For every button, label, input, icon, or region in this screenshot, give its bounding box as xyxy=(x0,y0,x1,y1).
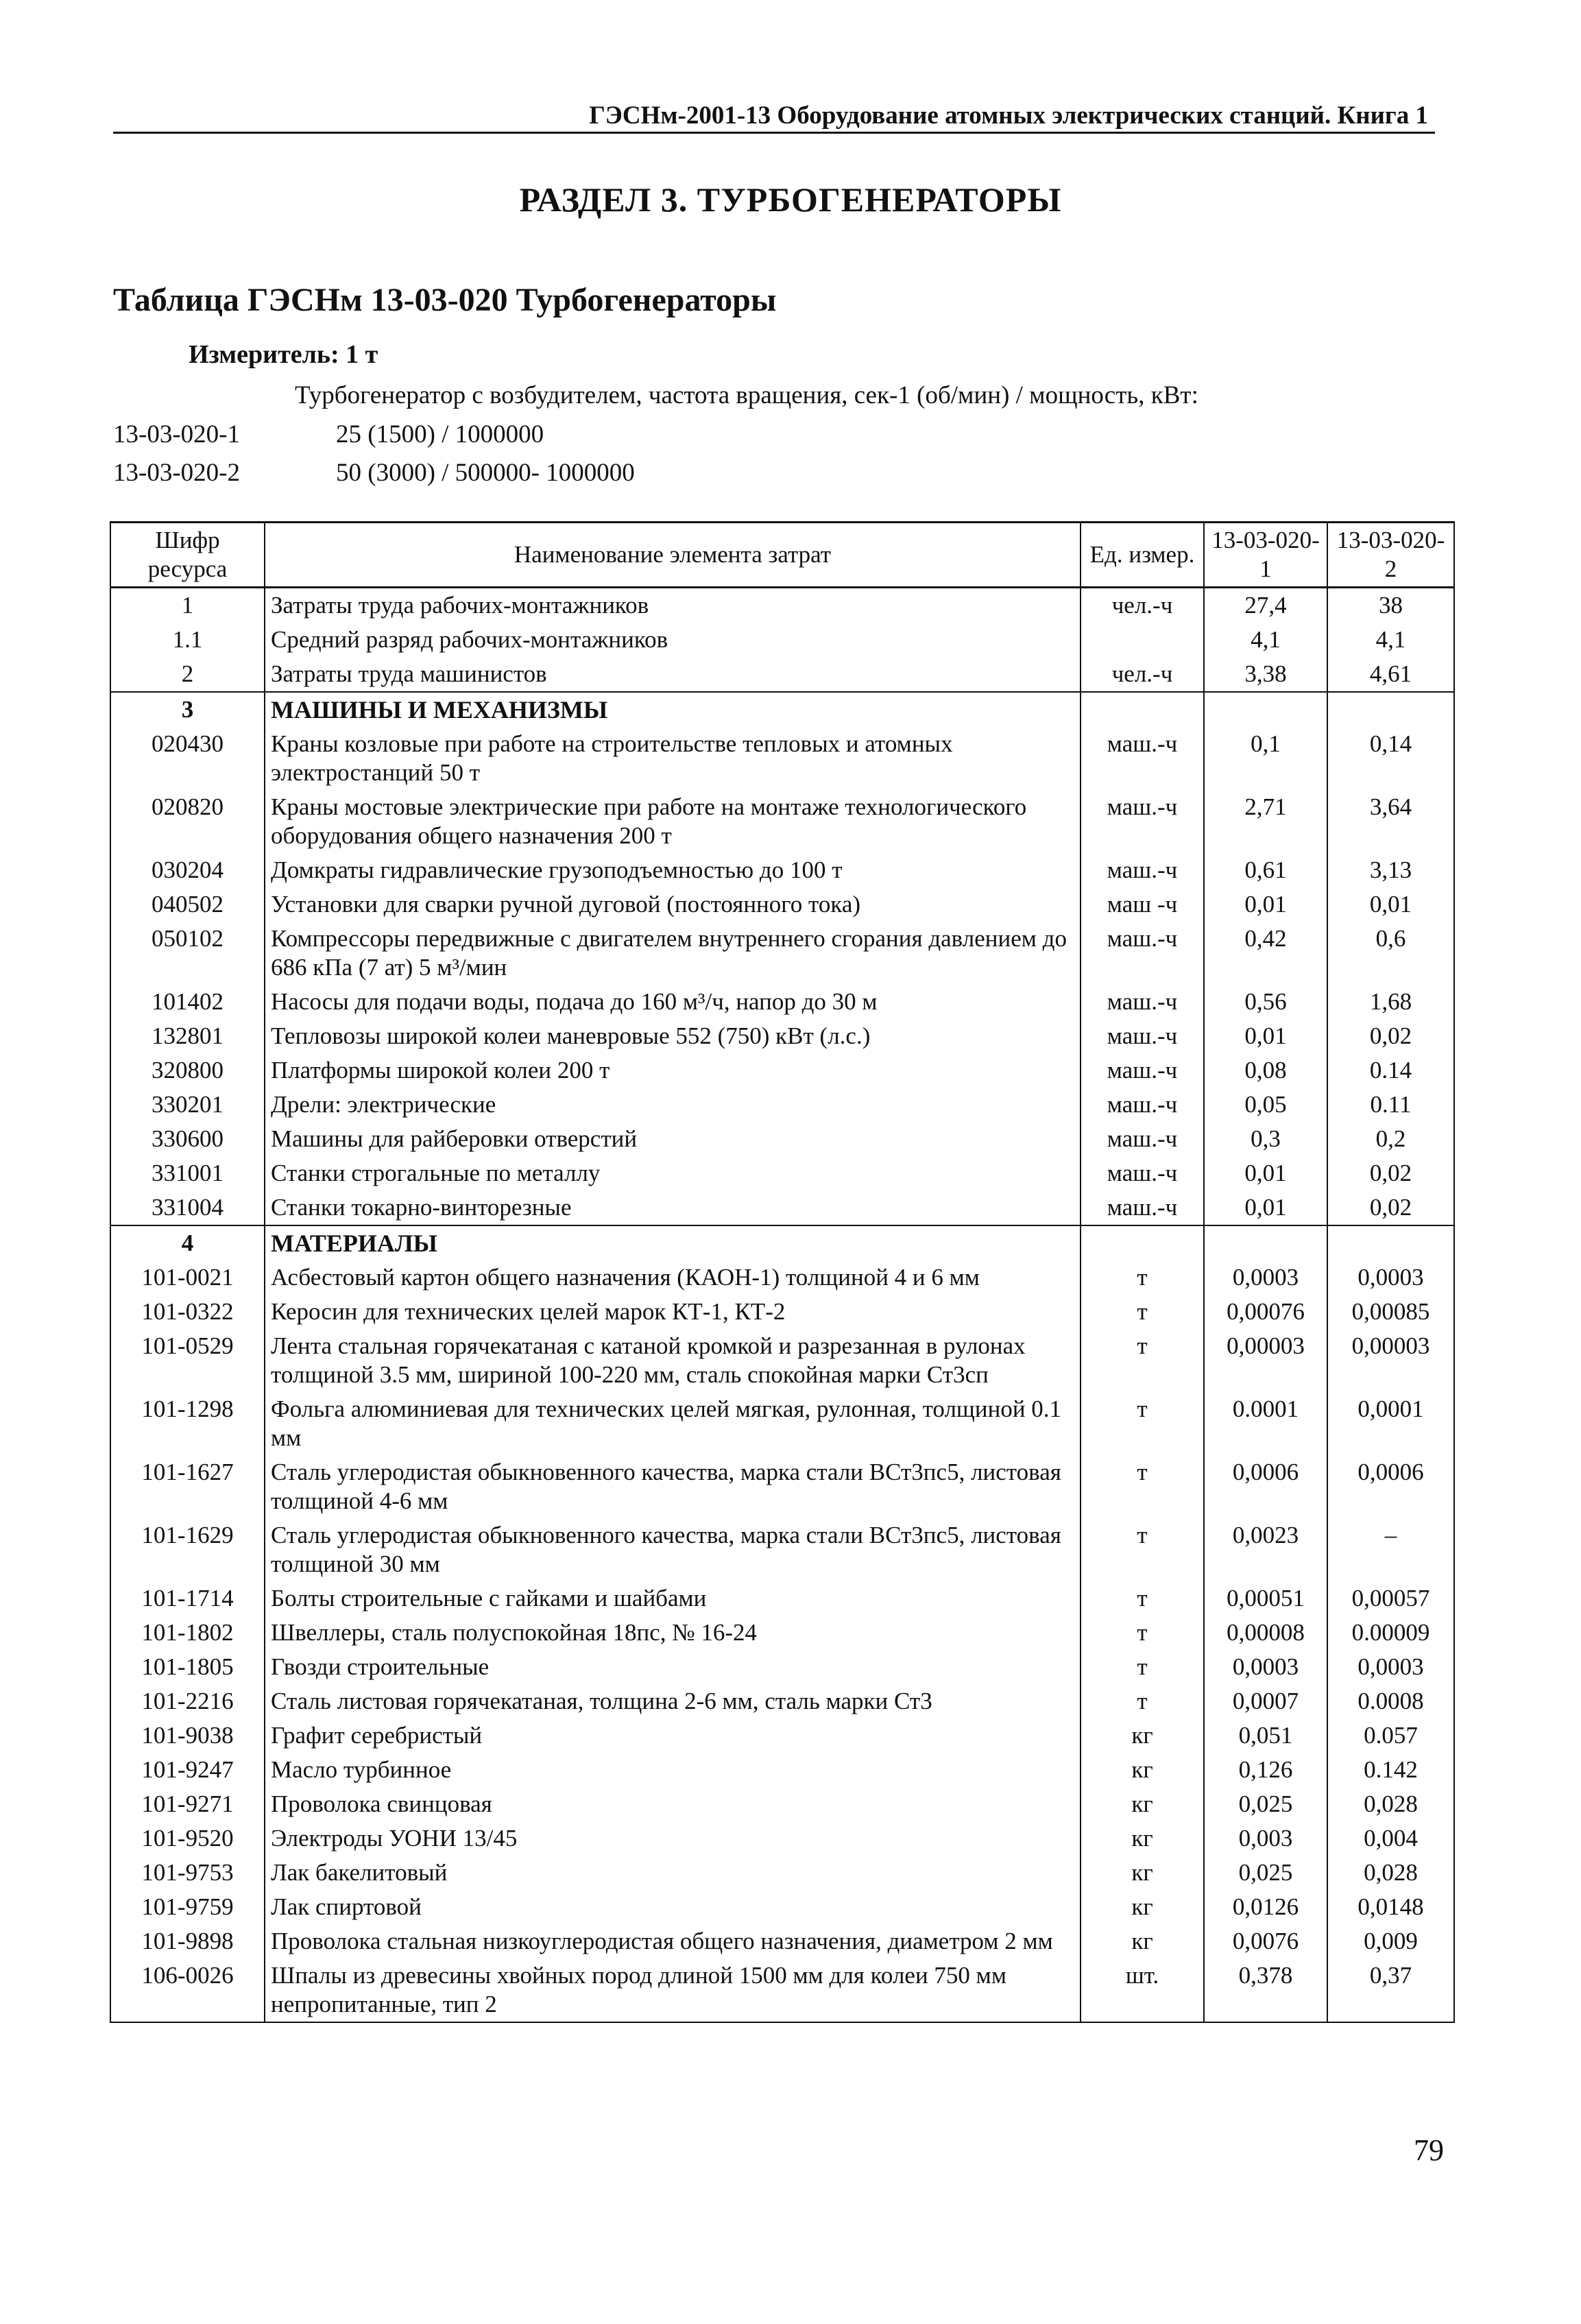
cell-variant-2: 0,028 xyxy=(1327,1856,1454,1890)
table-row xyxy=(110,1295,1454,1329)
cell-unit: маш.-ч xyxy=(1081,727,1204,790)
cell-variant-1: 0,0007 xyxy=(1204,1684,1327,1718)
cell-variant-2: 0,02 xyxy=(1327,1156,1454,1190)
cell-name: Краны козловые при работе на строительстве тепловых и атомных электростанций 50 т xyxy=(265,727,1081,790)
cell-variant-1: 0,025 xyxy=(1204,1787,1327,1821)
cell-name: Станки строгальные по металлу xyxy=(265,1156,1081,1190)
table-description: Турбогенератор с возбудителем, частота вращения, сек-1 (об/мин) / мощность, кВт: xyxy=(295,381,1198,409)
cell-unit xyxy=(1081,692,1204,727)
cell-variant-2: 0,02 xyxy=(1327,1190,1454,1225)
cell-variant-2: 0,028 xyxy=(1327,1787,1454,1821)
cell-name: Проволока стальная низкоуглеродистая общего назначения, диаметром 2 мм xyxy=(265,1924,1081,1958)
cell-variant-2: 0,37 xyxy=(1327,1958,1454,2022)
cell-unit: маш.-ч xyxy=(1081,1122,1204,1156)
cell-variant-2: 38 xyxy=(1327,588,1454,623)
cell-variant-2: 3,64 xyxy=(1327,790,1454,853)
cell-code: 101-1629 xyxy=(110,1518,265,1581)
cell-unit: кг xyxy=(1081,1821,1204,1856)
cell-unit: кг xyxy=(1081,1753,1204,1787)
cell-variant-1: 0,00008 xyxy=(1204,1616,1327,1650)
cell-name: Станки токарно-винторезные xyxy=(265,1190,1081,1225)
cell-code: 040502 xyxy=(110,887,265,922)
cell-unit: маш -ч xyxy=(1081,887,1204,922)
col-header-code: Шифр ресурса xyxy=(110,523,265,588)
variant-text: 25 (1500) / 1000000 xyxy=(336,420,544,448)
table-row xyxy=(110,1718,1454,1753)
table-row xyxy=(110,1122,1454,1156)
cell-variant-2: – xyxy=(1327,1518,1454,1581)
cell-unit xyxy=(1081,623,1204,657)
cell-name: Сталь углеродистая обыкновенного качества, марка стали ВСт3пс5, листовая толщиной 30 мм xyxy=(265,1518,1081,1581)
cell-name: Швеллеры, сталь полуспокойная 18пс, № 16-24 xyxy=(265,1616,1081,1650)
cell-variant-1: 0,0126 xyxy=(1204,1890,1327,1924)
cell-variant-2 xyxy=(1327,692,1454,727)
cell-unit: т xyxy=(1081,1650,1204,1684)
cell-variant-1: 0,0076 xyxy=(1204,1924,1327,1958)
cell-code: 330201 xyxy=(110,1088,265,1122)
cell-code: 1 xyxy=(110,588,265,623)
table-row xyxy=(110,1088,1454,1122)
table-row xyxy=(110,1581,1454,1616)
cell-variant-2: 0,00057 xyxy=(1327,1581,1454,1616)
cell-unit: т xyxy=(1081,1684,1204,1718)
cell-variant-2: 0.11 xyxy=(1327,1088,1454,1122)
cell-name: Платформы широкой колеи 200 т xyxy=(265,1053,1081,1088)
cell-variant-1: 0,56 xyxy=(1204,985,1327,1019)
cell-name: Затраты труда машинистов xyxy=(265,657,1081,692)
cell-code: 101-9753 xyxy=(110,1856,265,1890)
table-row xyxy=(110,1924,1454,1958)
page-number: 79 xyxy=(1414,2133,1444,2167)
table-row xyxy=(110,1684,1454,1718)
cell-variant-2: 0,0148 xyxy=(1327,1890,1454,1924)
variant-code: 13-03-020-1 xyxy=(113,420,240,448)
table-row xyxy=(110,623,1454,657)
cell-name: Керосин для технических целей марок КТ-1, КТ-2 xyxy=(265,1295,1081,1329)
cell-unit: т xyxy=(1081,1518,1204,1581)
cell-variant-2: 4,1 xyxy=(1327,623,1454,657)
cell-variant-1: 0,01 xyxy=(1204,1156,1327,1190)
cell-variant-2: 0.057 xyxy=(1327,1718,1454,1753)
table-row xyxy=(110,1787,1454,1821)
cell-variant-1: 3,38 xyxy=(1204,657,1327,692)
cell-code: 101-1627 xyxy=(110,1455,265,1518)
cell-name: МАШИНЫ И МЕХАНИЗМЫ xyxy=(265,692,1081,727)
cell-unit: кг xyxy=(1081,1787,1204,1821)
cell-code: 101-9247 xyxy=(110,1753,265,1787)
cell-code: 101-0021 xyxy=(110,1260,265,1295)
cell-unit: кг xyxy=(1081,1890,1204,1924)
cell-variant-2: 0,6 xyxy=(1327,922,1454,985)
cell-variant-2: 0.142 xyxy=(1327,1753,1454,1787)
table-row xyxy=(110,727,1454,790)
cell-code: 101-1298 xyxy=(110,1392,265,1455)
cell-unit: маш.-ч xyxy=(1081,1019,1204,1053)
table-row xyxy=(110,1890,1454,1924)
cell-variant-2: 0,2 xyxy=(1327,1122,1454,1156)
cell-code: 101-0322 xyxy=(110,1295,265,1329)
table-row xyxy=(110,1329,1454,1392)
cell-variant-1: 0,126 xyxy=(1204,1753,1327,1787)
cell-name: Графит серебристый xyxy=(265,1718,1081,1753)
cell-code: 020820 xyxy=(110,790,265,853)
cell-code: 101-9520 xyxy=(110,1821,265,1856)
cell-variant-2: 0,0006 xyxy=(1327,1455,1454,1518)
cell-unit: т xyxy=(1081,1329,1204,1392)
cell-code: 101-9759 xyxy=(110,1890,265,1924)
cell-name: Домкраты гидравлические грузоподъемностью до 100 т xyxy=(265,853,1081,887)
cell-variant-1: 0,05 xyxy=(1204,1088,1327,1122)
table-row xyxy=(110,1225,1454,1260)
cell-unit: шт. xyxy=(1081,1958,1204,2022)
table-row xyxy=(110,1856,1454,1890)
cell-name: Насосы для подачи воды, подача до 160 м³/ч, напор до 30 м xyxy=(265,985,1081,1019)
table-row xyxy=(110,985,1454,1019)
cell-code: 030204 xyxy=(110,853,265,887)
norms-table xyxy=(110,521,1455,2023)
table-row xyxy=(110,1616,1454,1650)
cell-code: 101-0529 xyxy=(110,1329,265,1392)
cell-variant-1: 0,1 xyxy=(1204,727,1327,790)
cell-name: Асбестовый картон общего назначения (КАОН-1) толщиной 4 и 6 мм xyxy=(265,1260,1081,1295)
col-header-variant-1: 13-03-020-1 xyxy=(1204,523,1327,588)
cell-variant-2: 0,02 xyxy=(1327,1019,1454,1053)
cell-code: 101-1802 xyxy=(110,1616,265,1650)
cell-variant-1: 0,08 xyxy=(1204,1053,1327,1088)
table-row xyxy=(110,657,1454,692)
cell-variant-1: 0,051 xyxy=(1204,1718,1327,1753)
cell-variant-2: 0,0003 xyxy=(1327,1260,1454,1295)
cell-variant-2: 4,61 xyxy=(1327,657,1454,692)
cell-variant-1: 27,4 xyxy=(1204,588,1327,623)
cell-unit: кг xyxy=(1081,1856,1204,1890)
table-row xyxy=(110,1156,1454,1190)
cell-code: 101-1805 xyxy=(110,1650,265,1684)
cell-name: Краны мостовые электрические при работе на монтаже технологического оборудования общего назначения 200 т xyxy=(265,790,1081,853)
cell-variant-1: 0,42 xyxy=(1204,922,1327,985)
cell-code: 132801 xyxy=(110,1019,265,1053)
cell-name: Тепловозы широкой колеи маневровые 552 (750) кВт (л.с.) xyxy=(265,1019,1081,1053)
running-header xyxy=(113,88,1435,134)
variant-text: 50 (3000) / 500000- 1000000 xyxy=(336,459,635,487)
table-row xyxy=(110,887,1454,922)
cell-unit: чел.-ч xyxy=(1081,588,1204,623)
cell-variant-2: 0,00003 xyxy=(1327,1329,1454,1392)
cell-variant-2: 0,00085 xyxy=(1327,1295,1454,1329)
cell-variant-1 xyxy=(1204,692,1327,727)
cell-unit: маш.-ч xyxy=(1081,985,1204,1019)
cell-variant-2: 0,009 xyxy=(1327,1924,1454,1958)
table-row xyxy=(110,1019,1454,1053)
cell-variant-2: 0,004 xyxy=(1327,1821,1454,1856)
cell-code: 020430 xyxy=(110,727,265,790)
cell-code: 101-9898 xyxy=(110,1924,265,1958)
cell-unit: маш.-ч xyxy=(1081,1156,1204,1190)
table-title: Таблица ГЭСНм 13-03-020 Турбогенераторы xyxy=(113,282,777,318)
cell-unit: кг xyxy=(1081,1718,1204,1753)
cell-variant-1: 0,003 xyxy=(1204,1821,1327,1856)
cell-variant-1: 4,1 xyxy=(1204,623,1327,657)
cell-name: Шпалы из древесины хвойных пород длиной 1500 мм для колеи 750 мм непропитанные, тип 2 xyxy=(265,1958,1081,2022)
cell-unit: маш.-ч xyxy=(1081,1190,1204,1225)
cell-unit: т xyxy=(1081,1581,1204,1616)
table-row xyxy=(110,1392,1454,1455)
table-row xyxy=(110,1650,1454,1684)
table-row xyxy=(110,692,1454,727)
col-header-variant-2: 13-03-020-2 xyxy=(1327,523,1454,588)
cell-name: Дрели: электрические xyxy=(265,1088,1081,1122)
cell-code: 4 xyxy=(110,1225,265,1260)
table-row xyxy=(110,853,1454,887)
cell-variant-2: 0,0003 xyxy=(1327,1650,1454,1684)
cell-name: Сталь листовая горячекатаная, толщина 2-6 мм, сталь марки Ст3 xyxy=(265,1684,1081,1718)
cell-name: Затраты труда рабочих-монтажников xyxy=(265,588,1081,623)
table-row xyxy=(110,1753,1454,1787)
cell-variant-2: 0.0008 xyxy=(1327,1684,1454,1718)
table-header-row xyxy=(110,523,1454,588)
cell-name: Проволока свинцовая xyxy=(265,1787,1081,1821)
cell-variant-1 xyxy=(1204,1225,1327,1260)
cell-variant-1: 0,0006 xyxy=(1204,1455,1327,1518)
cell-name: Лак бакелитовый xyxy=(265,1856,1081,1890)
cell-name: Фольга алюминиевая для технических целей мягкая, рулонная, толщиной 0.1 мм xyxy=(265,1392,1081,1455)
cell-name: Машины для райберовки отверстий xyxy=(265,1122,1081,1156)
cell-code: 3 xyxy=(110,692,265,727)
cell-name: Установки для сварки ручной дуговой (постоянного тока) xyxy=(265,887,1081,922)
cell-variant-1: 0,00076 xyxy=(1204,1295,1327,1329)
cell-unit: маш.-ч xyxy=(1081,922,1204,985)
cell-code: 330600 xyxy=(110,1122,265,1156)
cell-variant-2: 0.00009 xyxy=(1327,1616,1454,1650)
cell-name: Электроды УОНИ 13/45 xyxy=(265,1821,1081,1856)
cell-unit: т xyxy=(1081,1455,1204,1518)
cell-name: Лак спиртовой xyxy=(265,1890,1081,1924)
cell-code: 331004 xyxy=(110,1190,265,1225)
cell-variant-1: 0,025 xyxy=(1204,1856,1327,1890)
cell-variant-1: 0.0001 xyxy=(1204,1392,1327,1455)
cell-unit: маш.-ч xyxy=(1081,853,1204,887)
cell-unit: маш.-ч xyxy=(1081,790,1204,853)
cell-name: МАТЕРИАЛЫ xyxy=(265,1225,1081,1260)
cell-code: 101-9038 xyxy=(110,1718,265,1753)
cell-name: Средний разряд рабочих-монтажников xyxy=(265,623,1081,657)
cell-unit: маш.-ч xyxy=(1081,1088,1204,1122)
cell-unit: т xyxy=(1081,1260,1204,1295)
cell-code: 2 xyxy=(110,657,265,692)
table-row xyxy=(110,1053,1454,1088)
table-row xyxy=(110,1958,1454,2022)
cell-code: 101-1714 xyxy=(110,1581,265,1616)
cell-variant-2: 0,14 xyxy=(1327,727,1454,790)
cell-variant-1: 0,3 xyxy=(1204,1122,1327,1156)
cell-variant-1: 0,00003 xyxy=(1204,1329,1327,1392)
table-row xyxy=(110,1518,1454,1581)
table-row xyxy=(110,1455,1454,1518)
cell-code: 331001 xyxy=(110,1156,265,1190)
cell-code: 1.1 xyxy=(110,623,265,657)
section-title: РАЗДЕЛ 3. ТУРБОГЕНЕРАТОРЫ xyxy=(519,180,1062,219)
running-title: ГЭСНм-2001-13 Оборудование атомных электрических станций. Книга 1 xyxy=(589,101,1428,130)
cell-variant-2: 3,13 xyxy=(1327,853,1454,887)
cell-variant-1: 0,61 xyxy=(1204,853,1327,887)
cell-variant-1: 0,01 xyxy=(1204,1019,1327,1053)
cell-name: Сталь углеродистая обыкновенного качества, марка стали ВСт3пс5, листовая толщиной 4-6 мм xyxy=(265,1455,1081,1518)
cell-variant-1: 0,00051 xyxy=(1204,1581,1327,1616)
table-row xyxy=(110,1821,1454,1856)
table-row xyxy=(110,922,1454,985)
table-row xyxy=(110,588,1454,623)
cell-variant-1: 0,0003 xyxy=(1204,1650,1327,1684)
cell-name: Лента стальная горячекатаная с катаной кромкой и разрезанная в рулонах толщиной 3.5 мм, шириной 100-220 мм, сталь спокойная марки Ст3сп xyxy=(265,1329,1081,1392)
cell-unit: т xyxy=(1081,1616,1204,1650)
table-body xyxy=(110,588,1454,2023)
cell-name: Гвозди строительные xyxy=(265,1650,1081,1684)
cell-variant-1: 2,71 xyxy=(1204,790,1327,853)
cell-variant-2: 0.14 xyxy=(1327,1053,1454,1088)
cell-code: 106-0026 xyxy=(110,1958,265,2022)
cell-code: 050102 xyxy=(110,922,265,985)
cell-variant-2: 0,01 xyxy=(1327,887,1454,922)
cell-code: 320800 xyxy=(110,1053,265,1088)
cell-unit: маш.-ч xyxy=(1081,1053,1204,1088)
cell-name: Масло турбинное xyxy=(265,1753,1081,1787)
cell-unit: чел.-ч xyxy=(1081,657,1204,692)
cell-code: 101402 xyxy=(110,985,265,1019)
unit-of-measure: Измеритель: 1 т xyxy=(189,340,378,369)
col-header-name: Наименование элемента затрат xyxy=(265,523,1081,588)
cell-name: Болты строительные с гайками и шайбами xyxy=(265,1581,1081,1616)
cell-code: 101-9271 xyxy=(110,1787,265,1821)
cell-variant-1: 0,01 xyxy=(1204,1190,1327,1225)
cell-unit: т xyxy=(1081,1295,1204,1329)
cell-code: 101-2216 xyxy=(110,1684,265,1718)
table-row xyxy=(110,1190,1454,1225)
cell-variant-2: 1,68 xyxy=(1327,985,1454,1019)
cell-unit: т xyxy=(1081,1392,1204,1455)
cell-variant-2: 0,0001 xyxy=(1327,1392,1454,1455)
cell-variant-1: 0,01 xyxy=(1204,887,1327,922)
variant-code: 13-03-020-2 xyxy=(113,459,240,487)
cell-variant-2 xyxy=(1327,1225,1454,1260)
cell-unit xyxy=(1081,1225,1204,1260)
table-row xyxy=(110,790,1454,853)
cell-variant-1: 0,0003 xyxy=(1204,1260,1327,1295)
cell-name: Компрессоры передвижные с двигателем внутреннего сгорания давлением до 686 кПа (7 ат) 5 м³/мин xyxy=(265,922,1081,985)
col-header-unit: Ед. измер. xyxy=(1081,523,1204,588)
cell-variant-1: 0,378 xyxy=(1204,1958,1327,2022)
table-row xyxy=(110,1260,1454,1295)
cell-variant-1: 0,0023 xyxy=(1204,1518,1327,1581)
cell-unit: кг xyxy=(1081,1924,1204,1958)
